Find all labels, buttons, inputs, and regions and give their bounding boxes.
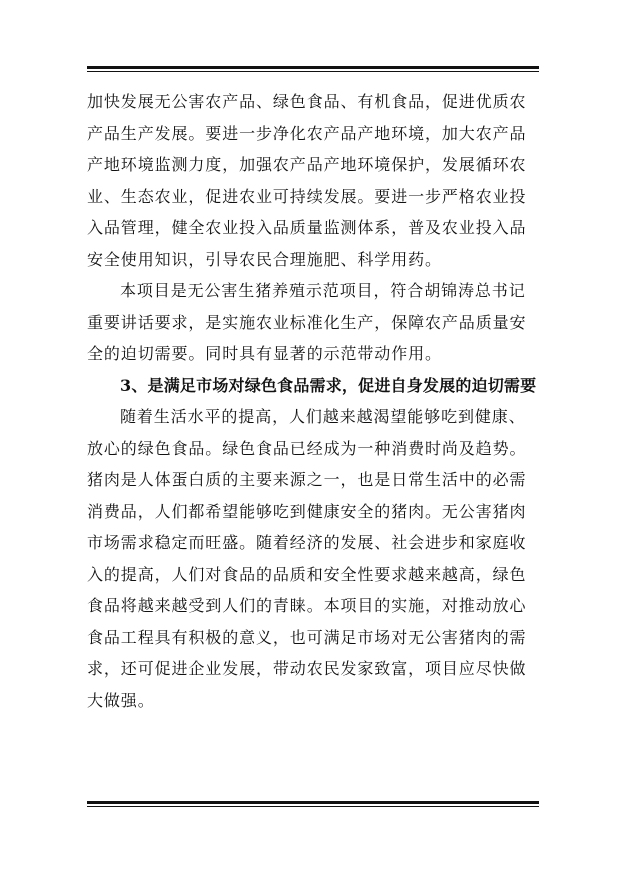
text-line: 重要讲话要求，是实施农业标准化生产，保障农产品质量安 <box>87 312 527 332</box>
text-line: 入的提高，人们对食品的品质和安全性要求越来越高，绿色 <box>87 564 527 584</box>
text-line: 入品管理，健全农业投入品质量监测体系，普及农业投入品 <box>87 218 527 237</box>
document-body <box>87 86 539 716</box>
text-line: 放心的绿色食品。绿色食品已经成为一种消费时尚及趋势。 <box>87 438 527 458</box>
text-line: 市场需求稳定而旺盛。随着经济的发展、社会进步和家庭收 <box>87 533 527 552</box>
footer-rule-thin <box>87 806 539 807</box>
text-line: 猪肉是人体蛋白质的主要来源之一，也是日常生活中的必需 <box>87 470 527 489</box>
paragraph-2 <box>87 275 539 370</box>
text-line: 求，还可促进企业发展，带动农民发家致富，项目应尽快做 <box>87 659 527 678</box>
text-line: 安全使用知识，引导农民合理施肥、科学用药。 <box>87 249 442 269</box>
text-line: 产地环境监测力度，加强农产品产地环境保护，发展循环农 <box>87 155 527 174</box>
footer-rule <box>87 801 539 804</box>
text-line: 全的迫切需要。同时具有显著的示范带动作用。 <box>87 344 442 363</box>
paragraph-1 <box>87 86 539 275</box>
text-line: 加快发展无公害农产品、绿色食品、有机食品，促进优质农 <box>87 92 527 111</box>
text-line: 大做强。 <box>87 690 155 710</box>
header-rule <box>87 66 539 69</box>
text-line: 随着生活水平的提高，人们越来越渴望能够吃到健康、 <box>120 407 526 426</box>
text-line: 业、生态农业，促进农业可持续发展。要进一步严格农业投 <box>87 186 527 206</box>
text-line: 本项目是无公害生猪养殖示范项目，符合胡锦涛总书记 <box>120 281 526 300</box>
text-line: 消费品，人们都希望能够吃到健康安全的猪肉。无公害猪肉 <box>87 501 527 521</box>
paragraph-3 <box>87 401 539 716</box>
text-line: 食品将越来越受到人们的青睐。本项目的实施，对推动放心 <box>87 596 527 615</box>
section-heading: 3、是满足市场对绿色食品需求，促进自身发展的迫切需要 <box>120 375 537 395</box>
text-line: 产品生产发展。要进一步净化农产品产地环境，加大农产品 <box>87 123 527 143</box>
text-line: 食品工程具有积极的意义，也可满足市场对无公害猪肉的需 <box>87 627 527 647</box>
header-rule-thin <box>87 71 539 72</box>
